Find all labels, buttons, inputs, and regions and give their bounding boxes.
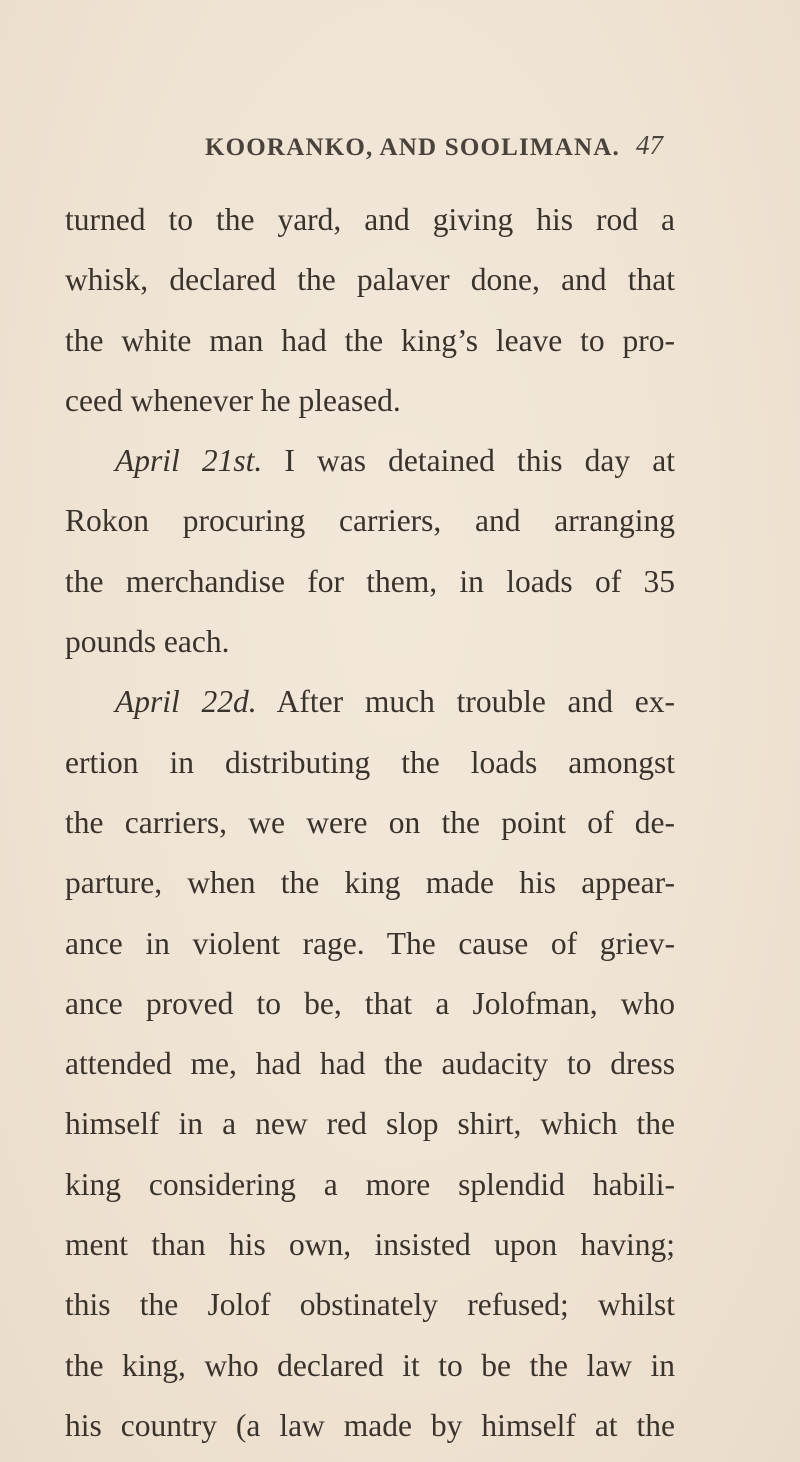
- diary-date: April 21st.: [115, 443, 263, 479]
- running-title: KOORANKO, AND SOOLIMANA.: [205, 134, 620, 161]
- text-line: the merchandise for them, in loads of 35: [65, 563, 675, 599]
- text-line: Rokon procuring carriers, and arranging: [65, 503, 675, 539]
- diary-entry-text: After much trouble and ex-: [276, 684, 675, 720]
- text-line: ment than his own, insisted upon having;: [65, 1227, 675, 1263]
- page-number: 47: [636, 130, 663, 160]
- body-text: [65, 190, 675, 1456]
- text-line: [65, 431, 675, 491]
- text-line: the king, who declared it to be the law in: [65, 1347, 675, 1383]
- text-line: whisk, declared the palaver done, and that: [65, 262, 675, 298]
- text-line: parture, when the king made his appear-: [65, 865, 675, 901]
- text-line: ance in violent rage. The cause of griev-: [65, 925, 675, 961]
- text-line: turned to the yard, and giving his rod a: [65, 202, 675, 237]
- text-line: his country (a law made by himself at the: [65, 1407, 675, 1443]
- text-line: ance proved to be, that a Jolofman, who: [65, 985, 675, 1021]
- running-head: [0, 130, 800, 174]
- diary-date: April 22d.: [115, 684, 257, 720]
- text-line: ceed whenever he pleased.: [65, 382, 401, 418]
- text-line: [65, 672, 675, 732]
- diary-entry-text: I was detained this day at: [284, 443, 676, 479]
- text-line: himself in a new red slop shirt, which the: [65, 1106, 675, 1142]
- text-line: the carriers, we were on the point of de-: [65, 804, 675, 840]
- text-line: pounds each.: [65, 624, 230, 660]
- text-line: attended me, had had the audacity to dress: [65, 1046, 675, 1082]
- text-line: the white man had the king’s leave to pro-: [65, 322, 675, 358]
- text-line: ertion in distributing the loads amongst: [65, 744, 675, 780]
- text-line: king considering a more splendid habili-: [65, 1166, 675, 1202]
- text-line: this the Jolof obstinately refused; whilst: [65, 1287, 675, 1323]
